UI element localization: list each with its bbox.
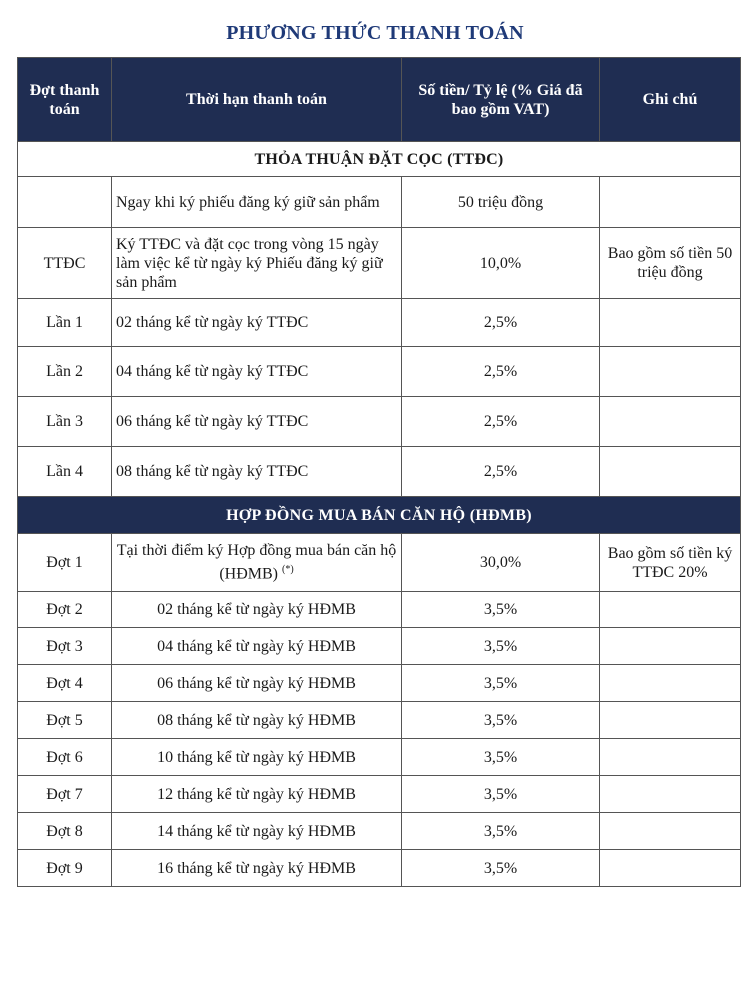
note-cell <box>600 850 741 887</box>
amount-cell: 3,5% <box>402 776 600 813</box>
note-cell <box>600 177 741 228</box>
installment-cell: Đợt 4 <box>18 665 112 702</box>
amount-cell: 3,5% <box>402 702 600 739</box>
amount-cell: 30,0% <box>402 534 600 592</box>
section-header-contract <box>18 497 741 534</box>
section-title-contract: HỢP ĐỒNG MUA BÁN CĂN HỘ (HĐMB) <box>18 497 741 534</box>
table-row <box>18 702 741 739</box>
table-row <box>18 628 741 665</box>
table-row <box>18 665 741 702</box>
note-cell <box>600 299 741 347</box>
payment-schedule-table <box>17 57 741 887</box>
term-cell: Ngay khi ký phiếu đăng ký giữ sản phẩm <box>112 177 402 228</box>
amount-cell: 10,0% <box>402 228 600 299</box>
amount-cell: 3,5% <box>402 665 600 702</box>
note-cell <box>600 739 741 776</box>
amount-cell: 50 triệu đồng <box>402 177 600 228</box>
amount-cell: 3,5% <box>402 592 600 628</box>
amount-cell: 3,5% <box>402 628 600 665</box>
table-row <box>18 347 741 397</box>
note-cell <box>600 813 741 850</box>
term-cell: 04 tháng kể từ ngày ký HĐMB <box>112 628 402 665</box>
installment-cell: TTĐC <box>18 228 112 299</box>
note-cell <box>600 347 741 397</box>
term-cell: 12 tháng kể từ ngày ký HĐMB <box>112 776 402 813</box>
amount-cell: 2,5% <box>402 397 600 447</box>
note-cell <box>600 447 741 497</box>
installment-cell: Lần 1 <box>18 299 112 347</box>
installment-cell: Lần 2 <box>18 347 112 397</box>
term-cell <box>112 534 402 592</box>
amount-cell: 3,5% <box>402 850 600 887</box>
page-title: PHƯƠNG THỨC THANH TOÁN <box>226 22 524 44</box>
installment-cell: Đợt 2 <box>18 592 112 628</box>
note-cell <box>600 592 741 628</box>
table-row <box>18 447 741 497</box>
table-row <box>18 177 741 228</box>
amount-cell: 3,5% <box>402 739 600 776</box>
section-header-deposit <box>18 142 741 177</box>
installment-cell: Đợt 1 <box>18 534 112 592</box>
table-row <box>18 299 741 347</box>
term-cell: Ký TTĐC và đặt cọc trong vòng 15 ngày làm việc kể từ ngày ký Phiếu đăng ký giữ sản phẩm <box>112 228 402 299</box>
term-cell: 04 tháng kể từ ngày ký TTĐC <box>112 347 402 397</box>
header-note: Ghi chú <box>600 58 741 142</box>
installment-cell: Đợt 6 <box>18 739 112 776</box>
table-row <box>18 813 741 850</box>
installment-cell: Đợt 7 <box>18 776 112 813</box>
amount-cell: 2,5% <box>402 447 600 497</box>
term-cell: 02 tháng kể từ ngày ký TTĐC <box>112 299 402 347</box>
header-row <box>18 58 741 142</box>
installment-cell: Đợt 8 <box>18 813 112 850</box>
amount-cell: 3,5% <box>402 813 600 850</box>
installment-cell <box>18 177 112 228</box>
installment-cell: Đợt 9 <box>18 850 112 887</box>
term-cell: 02 tháng kể từ ngày ký HĐMB <box>112 592 402 628</box>
table-row <box>18 776 741 813</box>
installment-cell: Lần 4 <box>18 447 112 497</box>
section-title-deposit: THỎA THUẬN ĐẶT CỌC (TTĐC) <box>18 142 741 177</box>
header-installment: Đợt thanh toán <box>18 58 112 142</box>
amount-cell: 2,5% <box>402 347 600 397</box>
note-cell <box>600 776 741 813</box>
note-cell: Bao gồm số tiền 50 triệu đồng <box>600 228 741 299</box>
table-row <box>18 228 741 299</box>
header-amount: Số tiền/ Tỷ lệ (% Giá đã bao gồm VAT) <box>402 58 600 142</box>
table-row <box>18 850 741 887</box>
note-cell <box>600 702 741 739</box>
installment-cell: Đợt 3 <box>18 628 112 665</box>
term-text: Tại thời điểm ký Hợp đồng mua bán căn hộ (HĐMB) <box>116 542 397 583</box>
footnote-mark: (*) <box>282 564 294 576</box>
term-cell: 06 tháng kể từ ngày ký HĐMB <box>112 665 402 702</box>
table-row <box>18 397 741 447</box>
table-row <box>18 534 741 592</box>
note-cell <box>600 628 741 665</box>
table-row <box>18 739 741 776</box>
note-cell <box>600 665 741 702</box>
term-cell: 08 tháng kể từ ngày ký HĐMB <box>112 702 402 739</box>
note-cell <box>600 397 741 447</box>
term-cell: 16 tháng kể từ ngày ký HĐMB <box>112 850 402 887</box>
term-cell: 14 tháng kể từ ngày ký HĐMB <box>112 813 402 850</box>
table-row <box>18 592 741 628</box>
header-term: Thời hạn thanh toán <box>112 58 402 142</box>
term-cell: 10 tháng kể từ ngày ký HĐMB <box>112 739 402 776</box>
note-cell: Bao gồm số tiền ký TTĐC 20% <box>600 534 741 592</box>
installment-cell: Đợt 5 <box>18 702 112 739</box>
term-cell: 06 tháng kể từ ngày ký TTĐC <box>112 397 402 447</box>
term-cell: 08 tháng kể từ ngày ký TTĐC <box>112 447 402 497</box>
amount-cell: 2,5% <box>402 299 600 347</box>
installment-cell: Lần 3 <box>18 397 112 447</box>
